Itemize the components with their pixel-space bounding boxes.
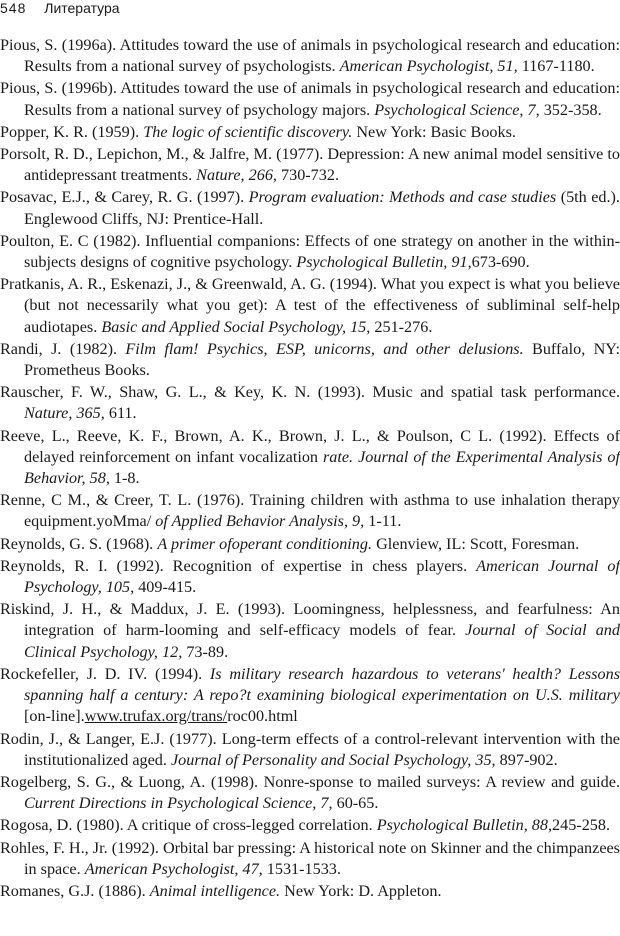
reference-source-italic: American Psychologist, 51, xyxy=(339,57,518,76)
reference-text: Rauscher, F. W., Shaw, G. L., & Key, K. N. (1993). Music and spatial task performance. xyxy=(0,383,620,402)
reference-source-italic: of Applied Behavior Analysis, 9, xyxy=(155,512,365,531)
reference-text: 673-690. xyxy=(471,253,530,272)
reference-source-italic: A primer ofoperant conditioning. xyxy=(157,534,373,553)
reference-entry xyxy=(0,231,620,273)
reference-text: Posavac, E.J., & Carey, R. G. (1997). xyxy=(0,188,249,207)
reference-source-italic: Nature, 266, xyxy=(196,166,277,185)
reference-source-italic: Program evaluation: Methods and case studies xyxy=(248,188,557,207)
section-title: Литература xyxy=(44,0,120,16)
reference-source-italic: rate. Journal of the Experimental Analysis of Behavior, 58, xyxy=(24,447,620,488)
reference-text: Pratkanis, A. R., Eskenazi, J., & Greenwald, A. G. (1994). What you expect is what you believe (but not necessarily what you get): A test of the effectiveness of subliminal self-help audiotapes. xyxy=(0,275,620,336)
reference-text: 352-358. xyxy=(539,100,602,119)
reference-entry xyxy=(0,599,620,663)
reference-source-italic: The logic of scientific discovery. xyxy=(143,122,353,141)
reference-text: Pious, S. (1996a). Attitudes toward the use of animals in psychological research and education: Results from a national survey of psychologists. xyxy=(0,36,620,76)
reference-text: 1-8. xyxy=(109,469,140,488)
reference-text: 409-415. xyxy=(134,578,197,597)
reference-text: Reeve, L., Reeve, K. F., Brown, A. K., Brown, J. L., & Poulson, C L. (1992). Effects of delayed reinforcement on infant vocalization xyxy=(0,426,620,466)
reference-text: Reynolds, R. I. (1992). Recognition of expertise in chess players. xyxy=(0,556,477,575)
reference-entry xyxy=(0,664,620,728)
reference-entry xyxy=(0,382,620,424)
reference-entry xyxy=(0,35,620,77)
reference-source-italic: Psychological Bulletin, 91, xyxy=(296,253,472,272)
reference-source-italic: Nature, 365, xyxy=(24,404,105,423)
reference-source-italic: Journal of Personality and Social Psychology, 35, xyxy=(171,750,496,769)
reference-source-italic: American Psychologist, 47, xyxy=(84,859,263,878)
reference-text: Poulton, E. C (1982). Influential companions: Effects of one strategy on another in the within-subjects designs of cognitive psychology. xyxy=(0,231,620,272)
reference-text: 897-902. xyxy=(495,750,558,769)
reference-text: Rockefeller, J. D. IV. (1994). xyxy=(0,664,210,683)
reference-text: Romanes, G.J. (1886). xyxy=(0,881,150,900)
reference-entry xyxy=(0,534,620,555)
reference-text: Rohles, F. H., Jr. (1992). Orbital bar pressing: A historical note on Skinner and the chimpanzees in space. xyxy=(0,838,620,878)
reference-text: 1-11. xyxy=(364,512,402,531)
reference-source-italic: Current Directions in Psychological Science, 7, xyxy=(24,794,333,813)
reference-entry xyxy=(0,838,620,880)
reference-entry xyxy=(0,274,620,338)
reference-text: New York: D. Appleton. xyxy=(280,881,442,900)
reference-entry xyxy=(0,815,620,836)
reference-source-italic: Journal of Social and Clinical Psychology, 12, xyxy=(24,621,620,661)
reference-entry xyxy=(0,339,620,381)
reference-text: 251-276. xyxy=(370,317,433,336)
reference-entry xyxy=(0,772,620,814)
reference-list xyxy=(0,35,620,903)
reference-text: 73-89. xyxy=(182,642,229,661)
reference-text: [on-line]. xyxy=(24,707,85,726)
reference-text: Rogelberg, S. G., & Luong, A. (1998). Nonre-sponse to mailed surveys: A review and guide. xyxy=(0,772,620,791)
reference-text: New York: Basic Books. xyxy=(352,122,516,141)
reference-text: Reynolds, G. S. (1968). xyxy=(0,534,158,553)
reference-text: 245-258. xyxy=(552,816,611,835)
reference-text: roc00.html xyxy=(227,707,298,726)
reference-text: 1531-1533. xyxy=(262,859,341,878)
reference-source-italic: Is military research hazardous to veterans' health? Lessons spanning half a century: A repo?t examining biological experimentation on U.S. military xyxy=(24,664,620,705)
running-header xyxy=(0,0,120,16)
reference-entry xyxy=(0,187,620,229)
reference-source-italic: Film flam! Psychics, ESP, unicorns, and other delusions. xyxy=(125,339,524,358)
reference-source-italic: Animal intelligence. xyxy=(149,881,281,900)
reference-entry xyxy=(0,426,620,490)
reference-text: 611. xyxy=(104,404,137,423)
reference-entry xyxy=(0,490,620,532)
reference-link[interactable]: www.trufax.org/trans/ xyxy=(84,707,228,726)
reference-text: Pious, S. (1996b). Attitudes toward the use of animals in psychological research and education: Results from a national survey of psychology majors. xyxy=(0,79,620,119)
reference-text: 730-732. xyxy=(276,166,340,185)
reference-source-italic: American Journal of Psychology, 105, xyxy=(24,556,620,597)
reference-source-italic: Psychological Bulletin, 88, xyxy=(376,816,553,835)
reference-text: Rodin, J., & Langer, E.J. (1977). Long-term effects of a control-relevant intervention with the institutionalized aged. xyxy=(0,729,620,769)
reference-source-italic: Psychological Science, 7, xyxy=(374,100,540,119)
reference-text: Popper, K. R. (1959). xyxy=(0,122,144,141)
reference-entry xyxy=(0,556,620,598)
reference-text: Riskind, J. H., & Maddux, J. E. (1993). Loomingness, helplessness, and fearfulness: An integration of harm-looming and self-efficacy models of fear. xyxy=(0,600,620,640)
reference-entry xyxy=(0,122,620,143)
reference-entry xyxy=(0,881,620,902)
reference-entry xyxy=(0,729,620,771)
reference-text: Rogosa, D. (1980). A critique of cross-legged correlation. xyxy=(0,816,377,835)
reference-text: Glenview, IL: Scott, Foresman. xyxy=(372,534,580,553)
reference-text: Randi, J. (1982). xyxy=(0,339,126,358)
reference-source-italic: Basic and Applied Social Psychology, 15, xyxy=(101,317,371,336)
reference-text: 60-65. xyxy=(332,794,379,813)
reference-entry xyxy=(0,78,620,120)
reference-text: Porsolt, R. D., Lepichon, M., & Jalfre, M. (1977). Depression: A new animal model sensitive to antidepressant treatments. xyxy=(0,145,620,185)
reference-text: Buffalo, NY: Prometheus Books. xyxy=(24,339,620,380)
reference-text: Renne, C M., & Creer, T. L. (1976). Training children with asthma to use inhalation therapy equipment.yoMma/ xyxy=(0,491,620,531)
reference-entry xyxy=(0,144,620,186)
reference-text: 1167-1180. xyxy=(517,57,595,76)
page-number: 548 xyxy=(0,0,27,16)
reference-text: (5th ed.). Englewood Cliffs, NJ: Prentice-Hall. xyxy=(24,188,620,228)
